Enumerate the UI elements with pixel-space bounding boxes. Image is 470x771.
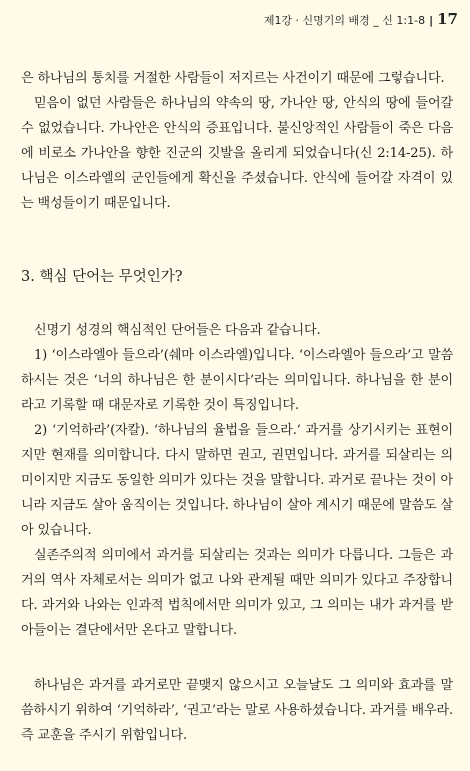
section-body bbox=[21, 318, 453, 643]
paragraph: 하나님은 과거를 과거로만 끝맺지 않으시고 오늘날도 그 의미와 효과를 말씀하시기 위하여 ‘기억하라’, ‘권고’라는 말로 사용하셨습니다. 과거를 배우라. 즉 교훈을 주시기 위함입니다. bbox=[21, 678, 453, 743]
paragraph: 은 하나님의 통치를 거절한 사람들이 저지르는 사건이기 때문에 그렇습니다. bbox=[21, 71, 445, 86]
paragraph: 신명기 성경의 핵심적인 단어들은 다음과 같습니다. bbox=[34, 323, 321, 338]
list-item-shema: 1) ‘이스라엘아 들으라’(쉐마 이스라엘)입니다. ‘이스라엘아 들으라’고 말씀하시는 것은 ‘너의 하나님은 한 분이시다’라는 의미입니다. 하나님을 한 분이라고 기록할 때 대문자로 기록한 것이 특징입니다. bbox=[21, 348, 453, 413]
page-number: 17 bbox=[437, 10, 458, 28]
paragraph: 실존주의적 의미에서 과거를 되살리는 것과는 의미가 다릅니다. 그들은 과거의 역사 자체로서는 의미가 없고 나와 관계될 때만 의미가 있다고 주장합니다. 과거와 나와는 인과적 법칙에서만 의미가 있고, 그 의미는 내가 과거를 받아들이는 결단에서만 온다고 말합니다. bbox=[21, 548, 453, 638]
header-separator: | bbox=[429, 14, 434, 27]
running-header bbox=[264, 10, 458, 28]
closing-text bbox=[21, 673, 453, 748]
chapter-title: 제1강 · 신명기의 배경 _ 신 1:1-8 bbox=[263, 14, 426, 27]
intro-text bbox=[21, 66, 453, 216]
paragraph: 믿음이 없던 사람들은 하나님의 약속의 땅, 가나안 땅, 안식의 땅에 들어갈 수 없었습니다. 가나안은 안식의 증표입니다. 불신앙적인 사람들이 죽은 다음에 비로소 가나안을 향한 진군의 깃발을 올리게 되었습니다(신 2:14-25). 하나님은 이스라엘의 군인들에게 확신을 주셨습니다. 안식에 들어갈 자격이 있는 백성들이기 때문입니다. bbox=[21, 96, 453, 211]
list-item-remember: 2) ‘기억하라’(자칼). ‘하나님의 율법을 들으라.’ 과거를 상기시키는 표현이지만 현재를 의미합니다. 다시 말하면 권고, 권면입니다. 과거를 되살리는 의미이지만 지금도 동일한 의미가 있다는 것을 말합니다. 과거로 끝나는 것이 아니라 지금도 살아 움직이는 것입니다. 하나님이 살아 계시기 때문에 말씀도 살아 있습니다. bbox=[21, 423, 453, 538]
section-heading: 3. 핵심 단어는 무엇인가? bbox=[21, 269, 183, 285]
